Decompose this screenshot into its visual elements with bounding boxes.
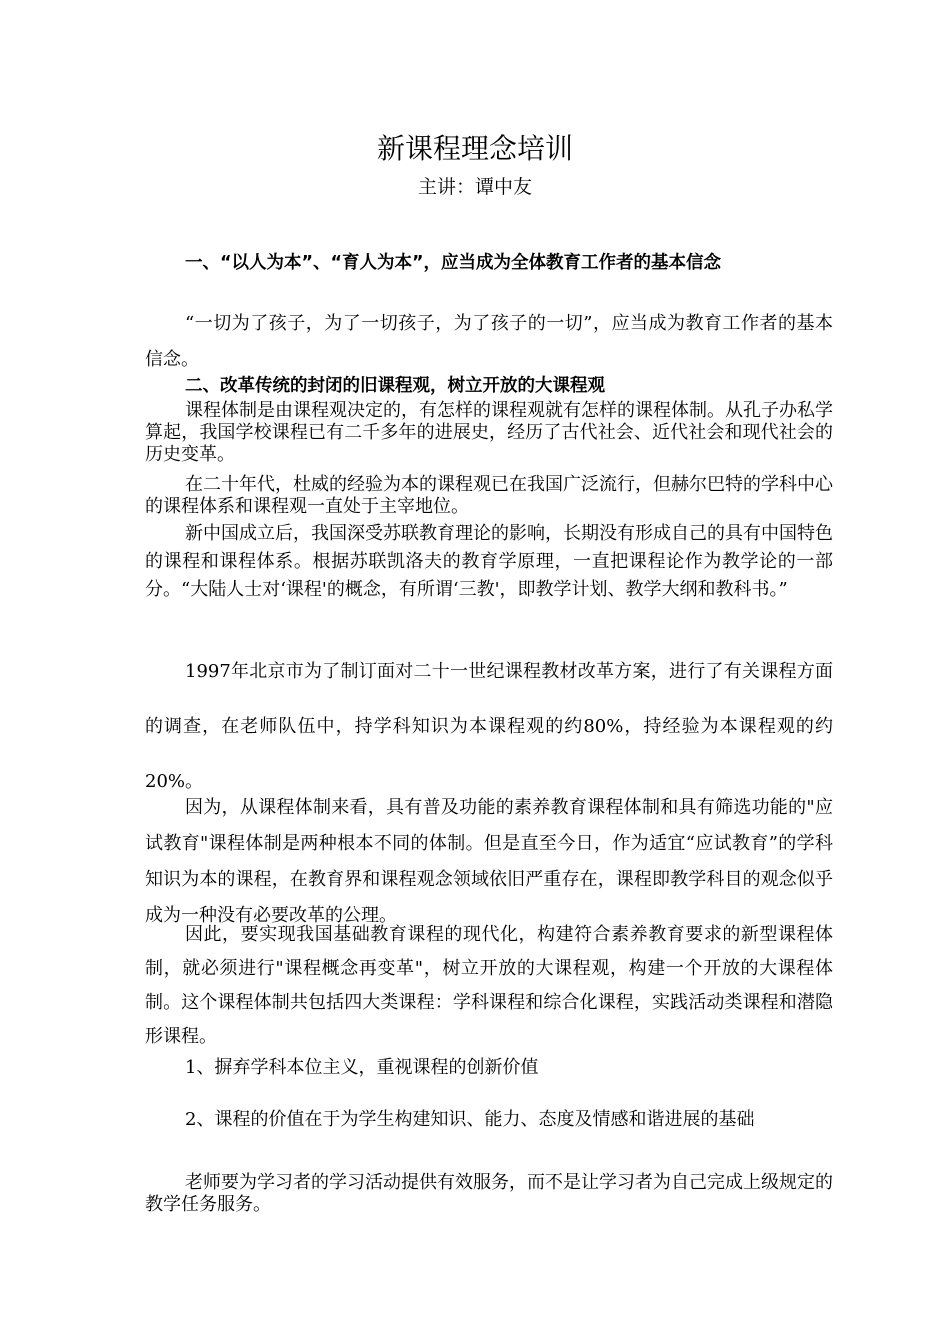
- list-item-1: 1、摒弃学科本位主义，重视课程的创新价值: [185, 1057, 539, 1078]
- paragraph-4: 新中国成立后，我国深受苏联教育理论的影响，长期没有形成自己的具有中国特色的课程和课程体系。根据苏联凯洛夫的教育学原理，一直把课程论作为教学论的一部分。“大陆人士对‘课程'的概念，有所谓‘三教'，即教学计划、教学大纲和教科书。”: [145, 523, 833, 600]
- paragraph-3: 在二十年代，杜威的经验为本的课程观已在我国广泛流行，但赫尔巴特的学科中心的课程体系和课程观一直处于主宰地位。: [145, 474, 833, 517]
- paragraph-1: “一切为了孩子，为了一切孩子，为了孩子的一切”，应当成为教育工作者的基本信念。: [145, 313, 833, 370]
- paragraph-5: 1997年北京市为了制订面对二十一世纪课程教材改革方案，进行了有关课程方面的调查，在老师队伍中，持学科知识为本课程观的约80%，持经验为本课程观的约20%。: [145, 661, 833, 792]
- paragraph-2: 课程体制是由课程观决定的，有怎样的课程观就有怎样的课程体制。从孔子办私学算起，我国学校课程已有二千多年的进展史，经历了古代社会、近代社会和现代社会的历史变革。: [145, 400, 833, 465]
- paragraph-8: 老师要为学习者的学习活动提供有效服务，而不是让学习者为自己完成上级规定的教学任务服务。: [145, 1172, 833, 1215]
- section-heading-1: 一、“以人为本”、“育人为本”，应当成为全体教育工作者的基本信念: [185, 253, 722, 273]
- document-title: 新课程理念培训: [376, 132, 573, 165]
- section-heading-2: 二、改革传统的封闭的旧课程观，树立开放的大课程观: [185, 376, 605, 396]
- list-item-2: 2、课程的价值在于为学生构建知识、能力、态度及情感和谐进展的基础: [185, 1109, 755, 1130]
- paragraph-6: 因为，从课程体制来看，具有普及功能的素养教育课程体制和具有筛选功能的"应试教育"课程体制是两种根本不同的体制。但是直至今日，作为适宜“应试教育”的学科知识为本的课程，在教育界和课程观念领域依旧严重存在，课程即教学科目的观念似乎成为一种没有必要改革的公理。: [145, 797, 833, 926]
- paragraph-7: 因此，要实现我国基础教育课程的现代化，构建符合素养教育要求的新型课程体制，就必须进行"课程概念再变革"，树立开放的大课程观，构建一个开放的大课程体制。这个课程体制共包括四大类课程：学科课程和综合化课程，实践活动类课程和潜隐形课程。: [145, 924, 833, 1047]
- document-subtitle: 主讲：谭中友: [417, 176, 532, 198]
